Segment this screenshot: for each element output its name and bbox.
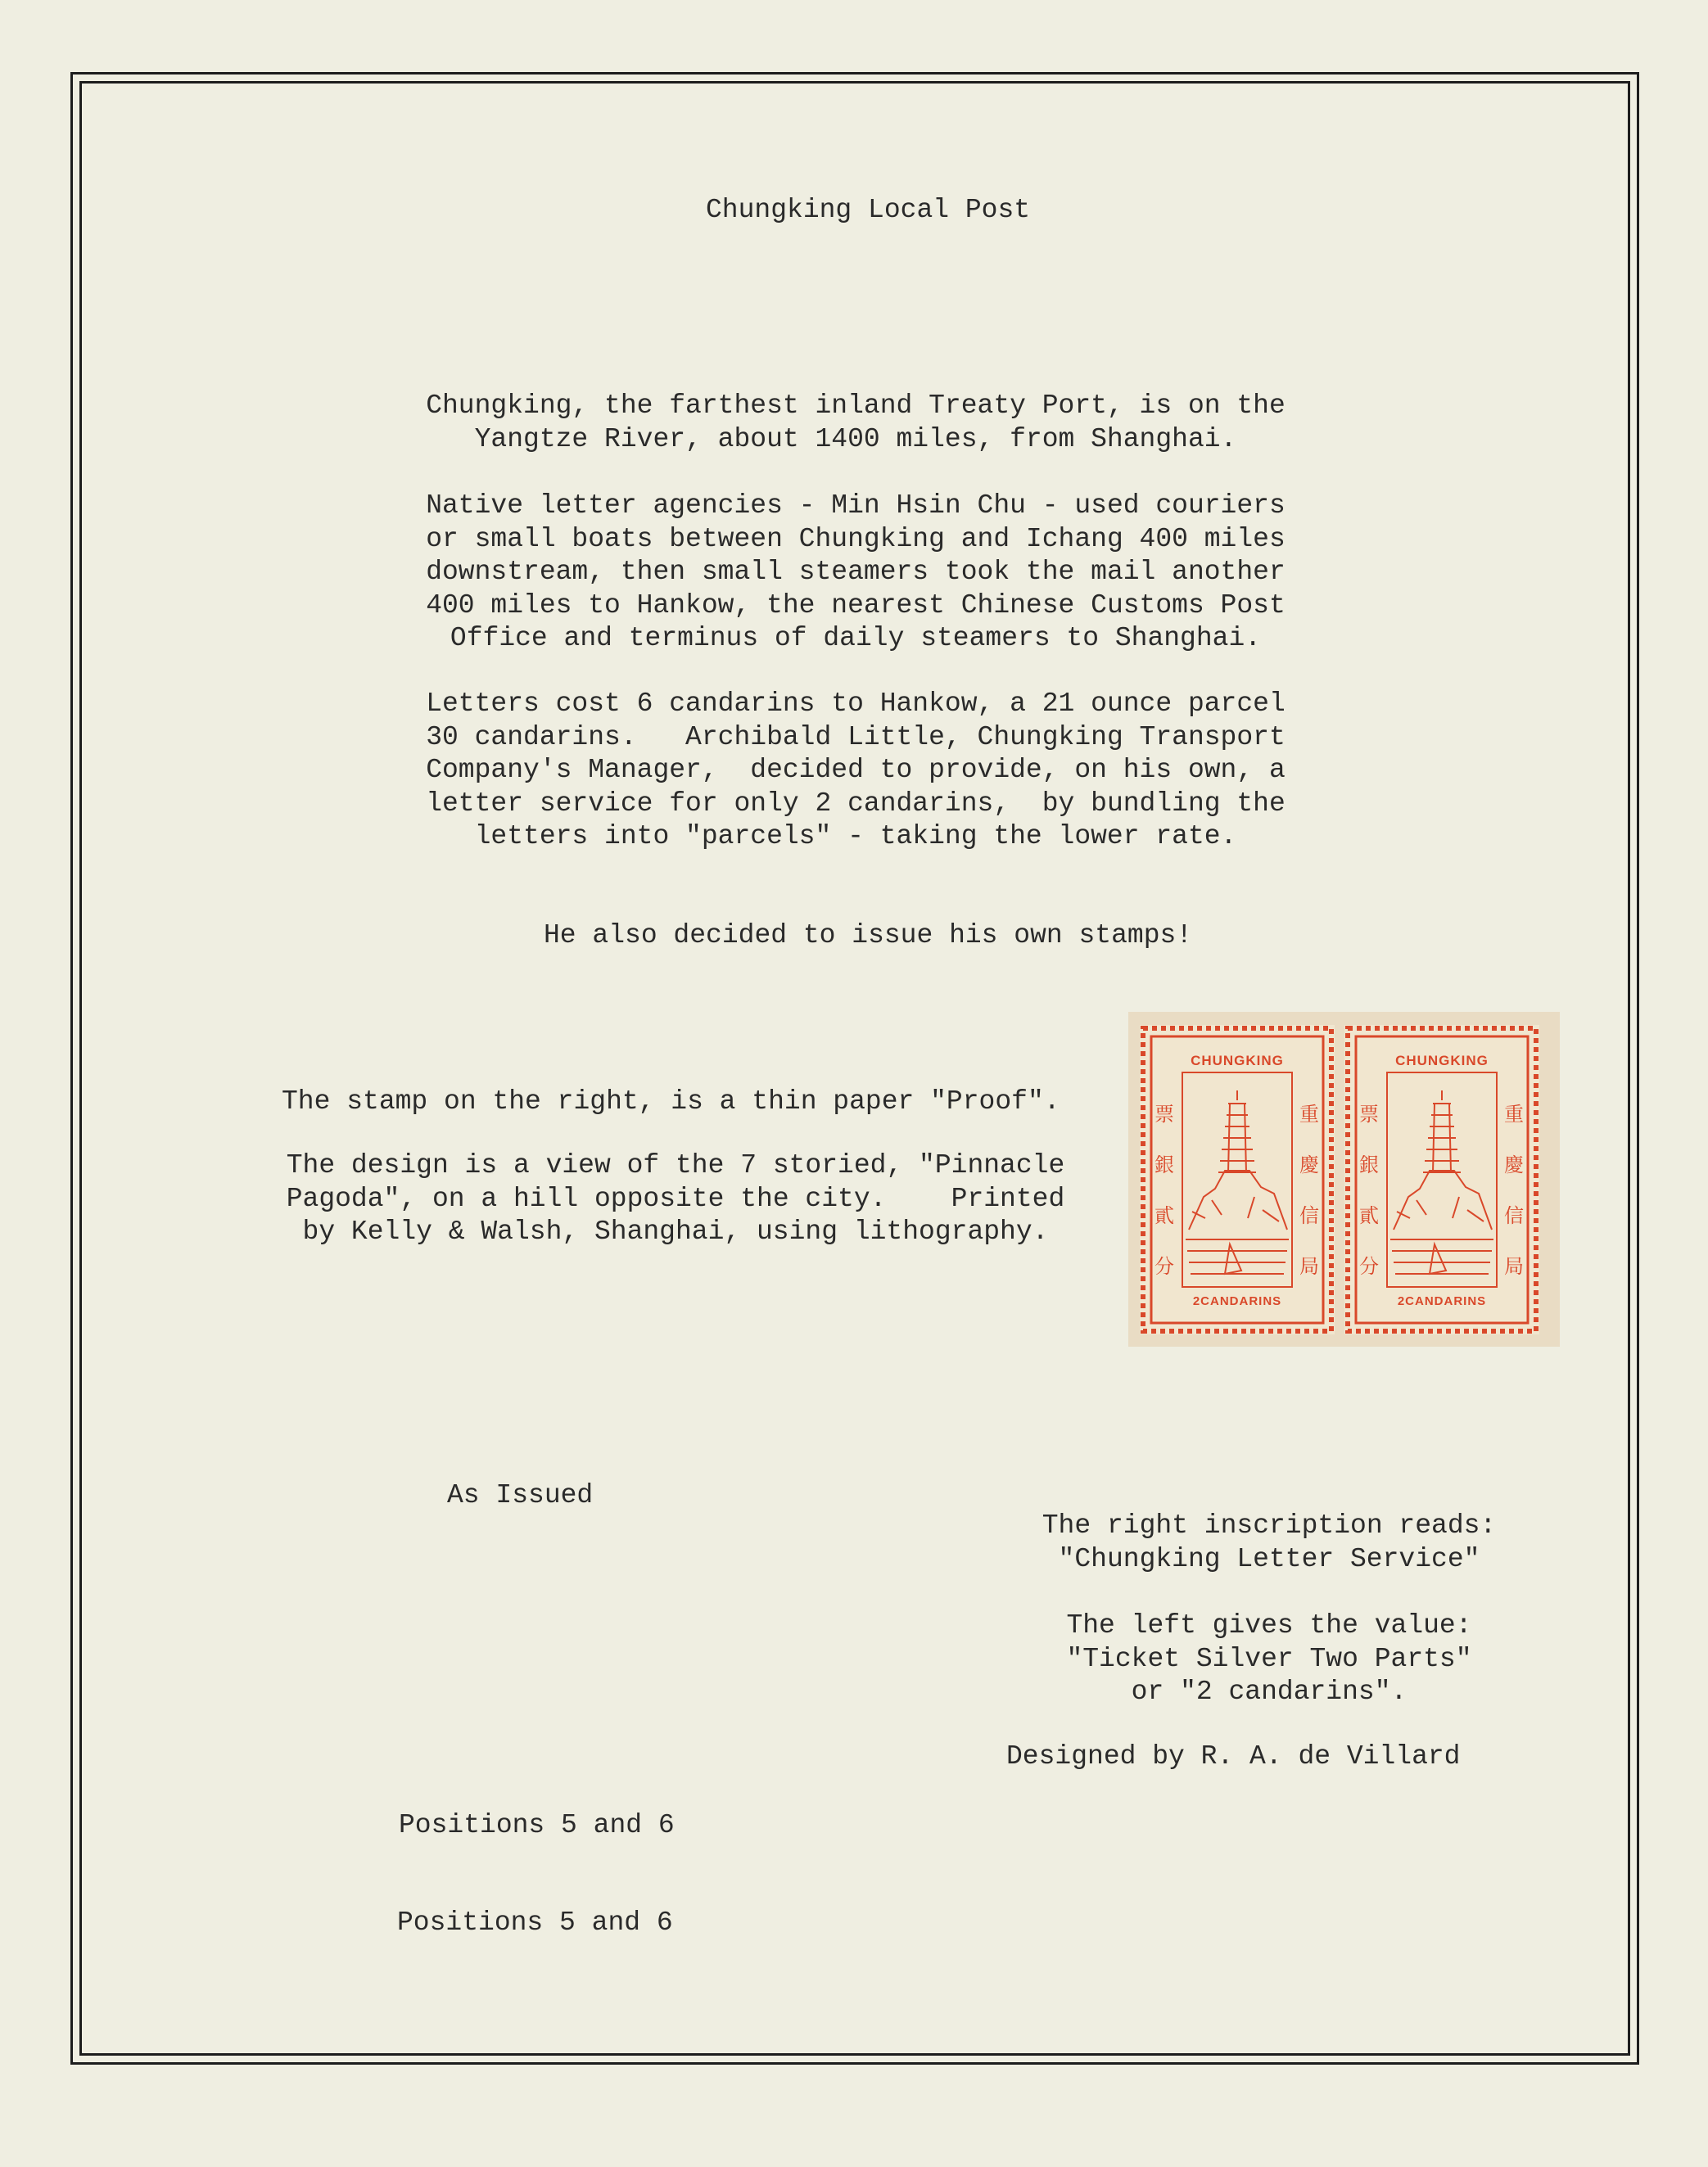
inscription-char: 慶 (1504, 1153, 1524, 1176)
inscription-char: 局 (1504, 1255, 1524, 1278)
stamps-statement: He also decided to issue his own stamps! (544, 920, 1193, 950)
stamp-right-inscription (1299, 1089, 1320, 1292)
inscription-char: 分 (1154, 1255, 1174, 1278)
text-line: "Ticket Silver Two Parts" (1066, 1643, 1472, 1674)
text-line: The right inscription reads: (1042, 1510, 1497, 1541)
rates-paragraph (409, 688, 1302, 854)
inscription-char: 票 (1359, 1103, 1379, 1126)
text-line: or small boats between Chungking and Ichang 400 miles (426, 523, 1286, 554)
designer-credit: Designed by R. A. de Villard (1006, 1741, 1461, 1772)
inscription-char: 慶 (1299, 1153, 1319, 1176)
text-line: Letters cost 6 candarins to Hankow, a 21 ounce parcel (426, 688, 1286, 719)
value-note (983, 1609, 1556, 1709)
text-line: 400 miles to Hankow, the nearest Chinese Customs Post (426, 589, 1286, 621)
text-line: letter service for only 2 candarins, by bundling the (426, 788, 1286, 819)
text-line: letters into "parcels" - taking the lower rate. (474, 821, 1237, 851)
stamp-right-inscription (1503, 1089, 1525, 1292)
inscription-char: 信 (1299, 1204, 1319, 1227)
text-line: downstream, then small steamers took the mail another (426, 557, 1286, 587)
as-issued-label: As Issued (447, 1480, 594, 1510)
text-line: Company's Manager, decided to provide, on his own, a (426, 755, 1286, 785)
text-line: Chungking, the farthest inland Treaty Port, is on the (426, 391, 1286, 421)
stamp-issued (1140, 1025, 1335, 1334)
page-title: Chungking Local Post (706, 195, 1031, 225)
positions-label-upper: Positions 5 and 6 (399, 1810, 675, 1840)
stamp-value-label: 2CANDARINS (1397, 1294, 1487, 1308)
inscription-char: 票 (1154, 1103, 1174, 1126)
text-line: by Kelly & Walsh, Shanghai, using lithography. (302, 1217, 1049, 1247)
inscription-char: 局 (1299, 1255, 1319, 1278)
text-line: Pagoda", on a hill opposite the city. Printed (286, 1183, 1065, 1214)
inscription-char: 重 (1299, 1103, 1319, 1126)
stamp-pair-mount (1128, 1012, 1560, 1347)
text-line: Office and terminus of daily steamers to Shanghai. (450, 623, 1262, 653)
text-line: The design is a view of the 7 storied, "Pinnacle (286, 1150, 1065, 1181)
inscription-char: 貳 (1359, 1204, 1379, 1227)
inscription-char: 銀 (1154, 1153, 1174, 1176)
design-note (270, 1149, 1081, 1249)
intro-paragraph (409, 390, 1302, 456)
inscription-note (983, 1510, 1556, 1576)
stamp-name-label: CHUNGKING (1395, 1053, 1489, 1068)
text-line: 30 candarins. Archibald Little, Chungking Transport (426, 721, 1286, 752)
inscription-char: 貳 (1154, 1204, 1174, 1227)
stamp-left-inscription (1154, 1089, 1175, 1292)
stamp-name-label: CHUNGKING (1191, 1053, 1284, 1068)
text-line: Native letter agencies - Min Hsin Chu - used couriers (426, 490, 1286, 521)
text-line: or "2 candarins". (1131, 1677, 1408, 1707)
inscription-char: 重 (1504, 1103, 1524, 1126)
stamp-proof (1344, 1025, 1539, 1334)
inscription-char: 信 (1504, 1204, 1524, 1227)
proof-note: The stamp on the right, is a thin paper "Proof". (282, 1086, 1060, 1117)
text-line: Yangtze River, about 1400 miles, from Shanghai. (474, 423, 1237, 454)
stamp-value-label: 2CANDARINS (1192, 1294, 1282, 1308)
positions-label-lower: Positions 5 and 6 (397, 1907, 673, 1938)
inscription-char: 銀 (1359, 1153, 1379, 1176)
text-line: The left gives the value: (1066, 1610, 1472, 1641)
inscription-char: 分 (1359, 1255, 1379, 1278)
stamp-left-inscription (1358, 1089, 1380, 1292)
agencies-paragraph (409, 490, 1302, 656)
text-line: "Chungking Letter Service" (1058, 1543, 1480, 1574)
